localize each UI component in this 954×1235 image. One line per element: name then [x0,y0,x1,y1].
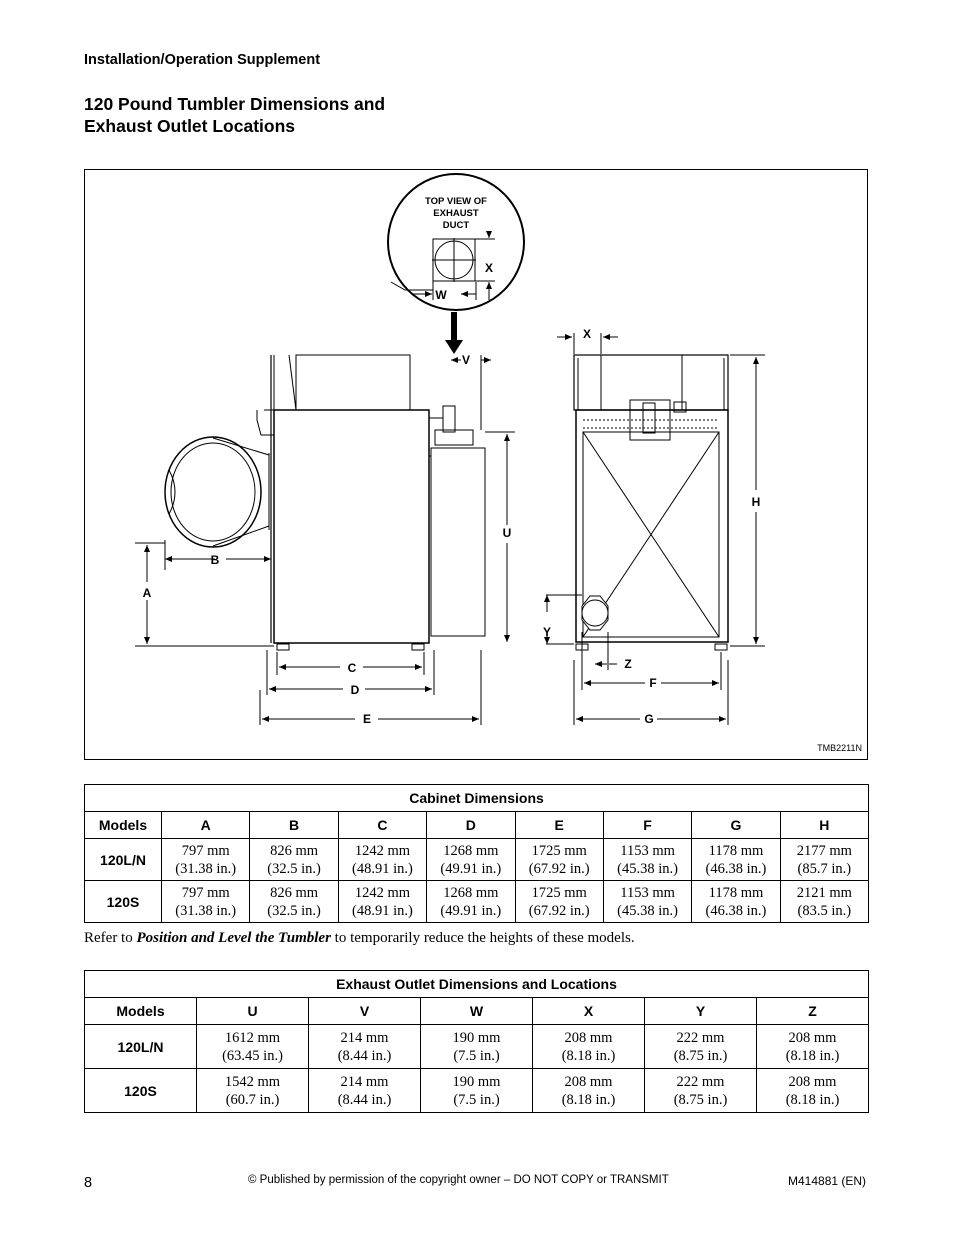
cabinet-table-caption: Cabinet Dimensions [85,785,869,812]
value-cell: 1153 mm (45.38 in.) [603,839,691,881]
value-cell: 208 mm (8.18 in.) [533,1069,645,1113]
table-header: Z [757,998,869,1025]
refer-note: Refer to Position and Level the Tumbler to temporarily reduce the heights of these models. [84,930,635,946]
value-cell: 1178 mm (46.38 in.) [692,839,780,881]
model-cell: 120L/N [85,1025,197,1069]
value-cell: 190 mm (7.5 in.) [421,1025,533,1069]
label-u: U [502,526,512,540]
rear-upper-panel [574,355,728,410]
exhaust-table-caption: Exhaust Outlet Dimensions and Locations [85,971,869,998]
table-header: F [603,812,691,839]
value-cell: 208 mm (8.18 in.) [757,1025,869,1069]
value-cell: 797 mm (31.38 in.) [162,839,250,881]
exhaust-dimensions-table [84,970,869,1113]
label-a: A [142,586,152,600]
table-row [85,1069,869,1113]
pointer-arrow [445,340,463,354]
value-cell: 1268 mm (49.91 in.) [427,881,515,923]
label-v: V [461,353,471,367]
label-x-rear: X [582,327,592,341]
table-row [85,1025,869,1069]
table-header: U [197,998,309,1025]
table-header: D [427,812,515,839]
cabinet-dimensions-table [84,784,869,923]
label-g: G [644,712,654,726]
model-cell: 120S [85,1069,197,1113]
position-level-link[interactable]: Position and Level the Tumbler [136,930,331,946]
side-cabinet [274,410,429,643]
label-e: E [362,712,372,726]
label-y: Y [542,625,552,639]
table-header: B [250,812,338,839]
side-exhaust-housing [296,355,410,410]
inset-title-line-1: TOP VIEW OF [425,196,487,207]
value-cell: 1725 mm (67.92 in.) [515,881,603,923]
value-cell: 1178 mm (46.38 in.) [692,881,780,923]
value-cell: 2177 mm (85.7 in.) [780,839,868,881]
table-header: Y [645,998,757,1025]
value-cell: 214 mm (8.44 in.) [309,1069,421,1113]
label-z: Z [624,657,632,671]
dimension-drawing [85,170,869,761]
value-cell: 826 mm (32.5 in.) [250,839,338,881]
value-cell: 222 mm (8.75 in.) [645,1069,757,1113]
page-title [84,93,504,137]
side-door [165,437,261,547]
value-cell: 2121 mm (83.5 in.) [780,881,868,923]
table-header: H [780,812,868,839]
label-d: D [350,683,360,697]
rear-exhaust-octagon [582,596,608,630]
label-h: H [751,495,761,509]
table-row [85,839,869,881]
value-cell: 208 mm (8.18 in.) [757,1069,869,1113]
document-number: M414881 (EN) [788,1174,867,1188]
value-cell: 1542 mm (60.7 in.) [197,1069,309,1113]
value-cell: 797 mm (31.38 in.) [162,881,250,923]
value-cell: 208 mm (8.18 in.) [533,1025,645,1069]
table-header: Models [85,998,197,1025]
value-cell: 1268 mm (49.91 in.) [427,839,515,881]
value-cell: 1153 mm (45.38 in.) [603,881,691,923]
table-header: C [338,812,426,839]
value-cell: 1242 mm (48.91 in.) [338,881,426,923]
label-f: F [649,676,657,690]
table-header: A [162,812,250,839]
table-header: G [692,812,780,839]
value-cell: 826 mm (32.5 in.) [250,881,338,923]
inset-title-line-3: DUCT [442,220,470,231]
table-header: X [533,998,645,1025]
page-number: 8 [84,1175,93,1191]
label-c: C [347,661,357,675]
table-header: Models [85,812,162,839]
dimension-figure [84,169,868,760]
inset-title-line-2: EXHAUST [433,208,479,219]
value-cell: 1612 mm (63.45 in.) [197,1025,309,1069]
table-row [85,881,869,923]
section-label: Installation/Operation Supplement [84,52,321,68]
table-header: W [421,998,533,1025]
table-header: E [515,812,603,839]
page-title-line-2: Exhaust Outlet Locations [84,116,295,136]
value-cell: 190 mm (7.5 in.) [421,1069,533,1113]
page-title-line-1: 120 Pound Tumbler Dimensions and [84,94,386,114]
label-w: W [435,288,447,302]
model-cell: 120S [85,881,162,923]
value-cell: 222 mm (8.75 in.) [645,1025,757,1069]
label-b: B [210,553,220,567]
side-lint-compartment [431,448,485,636]
table-header: V [309,998,421,1025]
drawing-code: TMB2211N [817,743,862,753]
model-cell: 120L/N [85,839,162,881]
value-cell: 214 mm (8.44 in.) [309,1025,421,1069]
copyright-notice: © Published by permission of the copyright owner – DO NOT COPY or TRANSMIT [248,1174,669,1186]
label-x-inset: X [484,261,494,275]
value-cell: 1725 mm (67.92 in.) [515,839,603,881]
value-cell: 1242 mm (48.91 in.) [338,839,426,881]
